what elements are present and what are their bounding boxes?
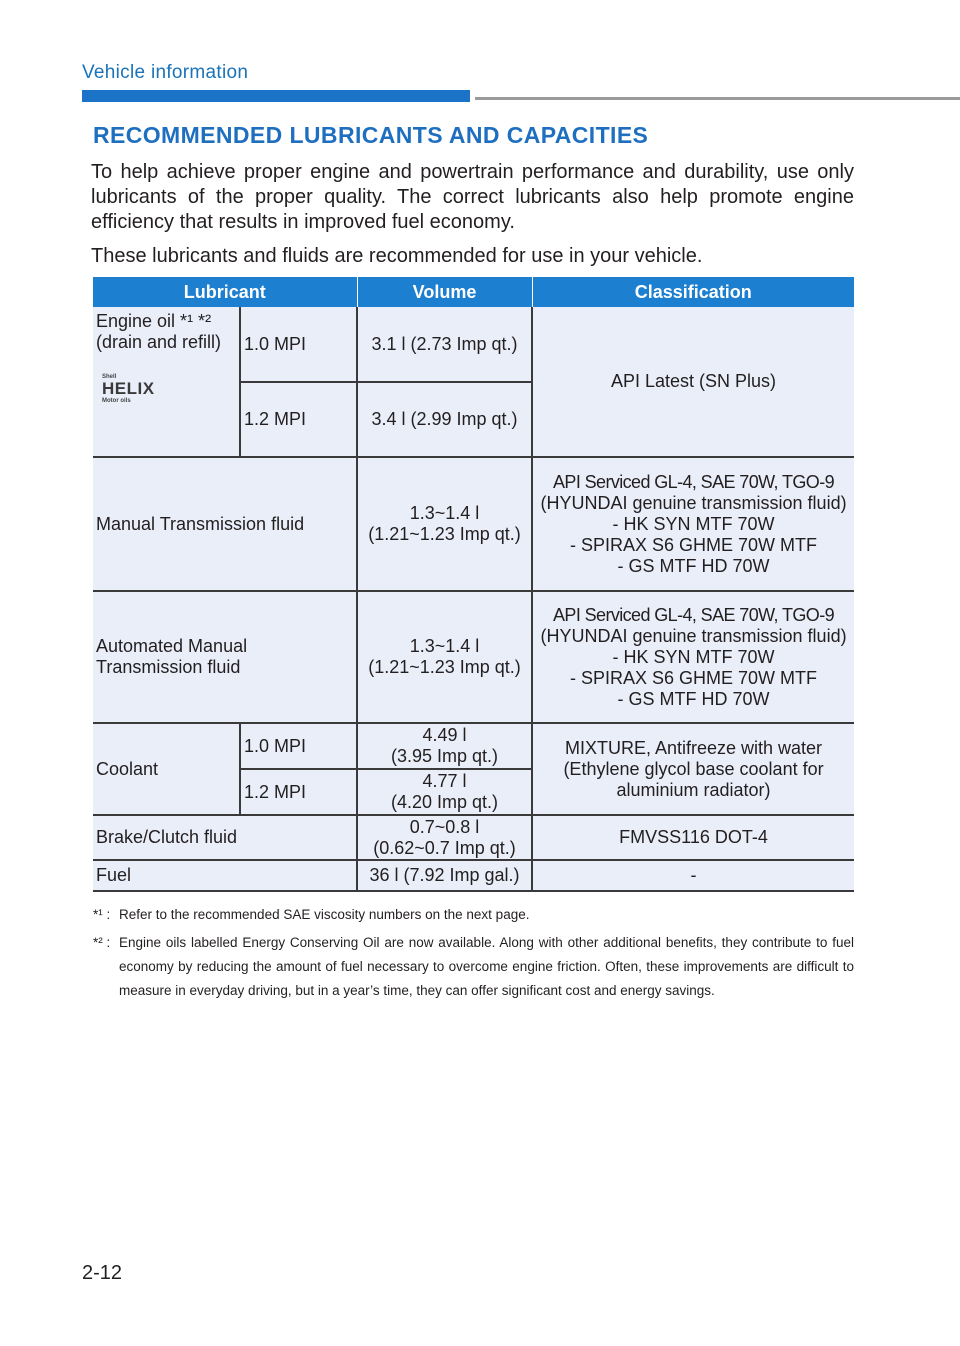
volume-line: (4.20 Imp qt.) <box>390 792 499 812</box>
coolant-label: Coolant <box>93 723 240 815</box>
coolant-engine: 1.2 MPI <box>240 769 357 815</box>
amt-label-line: Automated Manual <box>96 636 248 656</box>
footnote-mark: *² : <box>93 935 111 950</box>
volume-line: 4.49 l <box>422 725 467 745</box>
volume-line: 4.77 l <box>422 771 467 791</box>
classification-line: API Serviced GL-4, SAE 70W, TGO-9 <box>553 604 834 625</box>
logo-text-motor-oils: Motor oils <box>102 398 131 404</box>
volume-line: (3.95 Imp qt.) <box>390 746 499 766</box>
engine-oil-classification: API Latest (SN Plus) <box>532 307 854 457</box>
volume-line: (1.21~1.23 Imp qt.) <box>368 524 521 544</box>
engine-oil-volume: 3.1 l (2.73 Imp qt.) <box>357 307 532 382</box>
intro-paragraph: These lubricants and fluids are recommended for use in your vehicle. <box>91 245 703 267</box>
coolant-engine: 1.0 MPI <box>240 723 357 769</box>
footnotes <box>93 903 854 1003</box>
header-rule-accent <box>82 90 470 102</box>
classification-line: (HYUNDAI genuine transmission fluid) <box>540 492 847 513</box>
brake-label: Brake/Clutch fluid <box>93 815 357 860</box>
page-title: RECOMMENDED LUBRICANTS AND CAPACITIES <box>93 122 649 148</box>
classification-line: - GS MTF HD 70W <box>617 555 770 576</box>
classification-line: - SPIRAX S6 GHME 70W MTF <box>569 667 818 688</box>
amt-volume <box>357 591 532 723</box>
table-row <box>93 815 854 860</box>
fuel-classification: - <box>532 860 854 891</box>
brake-classification: FMVSS116 DOT-4 <box>532 815 854 860</box>
classification-line: - HK SYN MTF 70W <box>612 513 775 534</box>
classification-line: (HYUNDAI genuine transmission fluid) <box>540 625 847 646</box>
volume-line: 1.3~1.4 l <box>409 636 480 656</box>
volume-line: (1.21~1.23 Imp qt.) <box>368 657 521 677</box>
fuel-label: Fuel <box>93 860 357 891</box>
volume-line: (0.62~0.7 Imp qt.) <box>373 837 516 858</box>
footnote-mark: *¹ : <box>93 907 111 922</box>
volume-line: 0.7~0.8 l <box>409 816 480 837</box>
engine-oil-engine: 1.0 MPI <box>240 307 357 382</box>
table-header-row <box>93 277 854 307</box>
column-header-volume: Volume <box>357 277 532 307</box>
coolant-classification: MIXTURE, Antifreeze with water (Ethylene glycol base coolant for aluminium radiator) <box>532 723 854 815</box>
column-header-classification: Classification <box>532 277 854 307</box>
engine-oil-volume: 3.4 l (2.99 Imp qt.) <box>357 382 532 457</box>
engine-oil-cell <box>93 307 240 457</box>
brake-volume <box>357 815 532 860</box>
manual-trans-classification <box>532 457 854 591</box>
classification-line: API Serviced GL-4, SAE 70W, TGO-9 <box>553 471 834 492</box>
coolant-volume <box>357 723 532 769</box>
logo-text-helix: HELIX <box>102 379 155 398</box>
table-row <box>93 591 854 723</box>
footnote-text: Refer to the recommended SAE viscosity numbers on the next page. <box>119 907 530 922</box>
fuel-volume: 36 l (7.92 Imp gal.) <box>357 860 532 891</box>
amt-classification <box>532 591 854 723</box>
manual-trans-volume <box>357 457 532 591</box>
manual-trans-label: Manual Transmission fluid <box>93 457 357 591</box>
classification-line: - SPIRAX S6 GHME 70W MTF <box>569 534 818 555</box>
table-row <box>93 723 854 769</box>
intro-paragraph: To help achieve proper engine and powertrain performance and durability, use only lubricants of the proper quality. The correct lubricants also help promote engine efficiency that results in improved fuel economy. <box>91 161 854 233</box>
intro-text <box>91 160 854 269</box>
table-row <box>93 457 854 591</box>
footnote <box>93 931 854 1003</box>
amt-label-line: Transmission fluid <box>96 657 241 677</box>
logo-text-shell: Shell <box>102 374 117 380</box>
amt-label <box>93 591 357 723</box>
table-row <box>93 307 854 382</box>
column-header-lubricant: Lubricant <box>93 277 357 307</box>
footnote <box>93 903 854 927</box>
classification-line: - HK SYN MTF 70W <box>612 646 775 667</box>
engine-oil-engine: 1.2 MPI <box>240 382 357 457</box>
engine-oil-sub: (drain and refill) <box>96 332 222 352</box>
engine-oil-label: Engine oil *¹ *² <box>96 311 212 331</box>
table-row <box>93 860 854 891</box>
lubricants-table <box>93 277 854 892</box>
footnote-text: Engine oils labelled Energy Conserving Oil are now available. Along with other additional benefits, they contribute to fuel economy by reducing the amount of fuel necessary to overcome engine friction. Often, these improvements are difficult to measure in everyday driving, but in a year’s time, they can offer significant cost and energy savings. <box>119 935 854 998</box>
section-label: Vehicle information <box>82 62 249 83</box>
header-rule <box>475 97 960 100</box>
volume-line: 1.3~1.4 l <box>409 503 480 523</box>
coolant-volume <box>357 769 532 815</box>
page-number: 2-12 <box>82 1262 123 1284</box>
shell-helix-logo <box>100 369 184 409</box>
classification-line: - GS MTF HD 70W <box>617 688 770 709</box>
